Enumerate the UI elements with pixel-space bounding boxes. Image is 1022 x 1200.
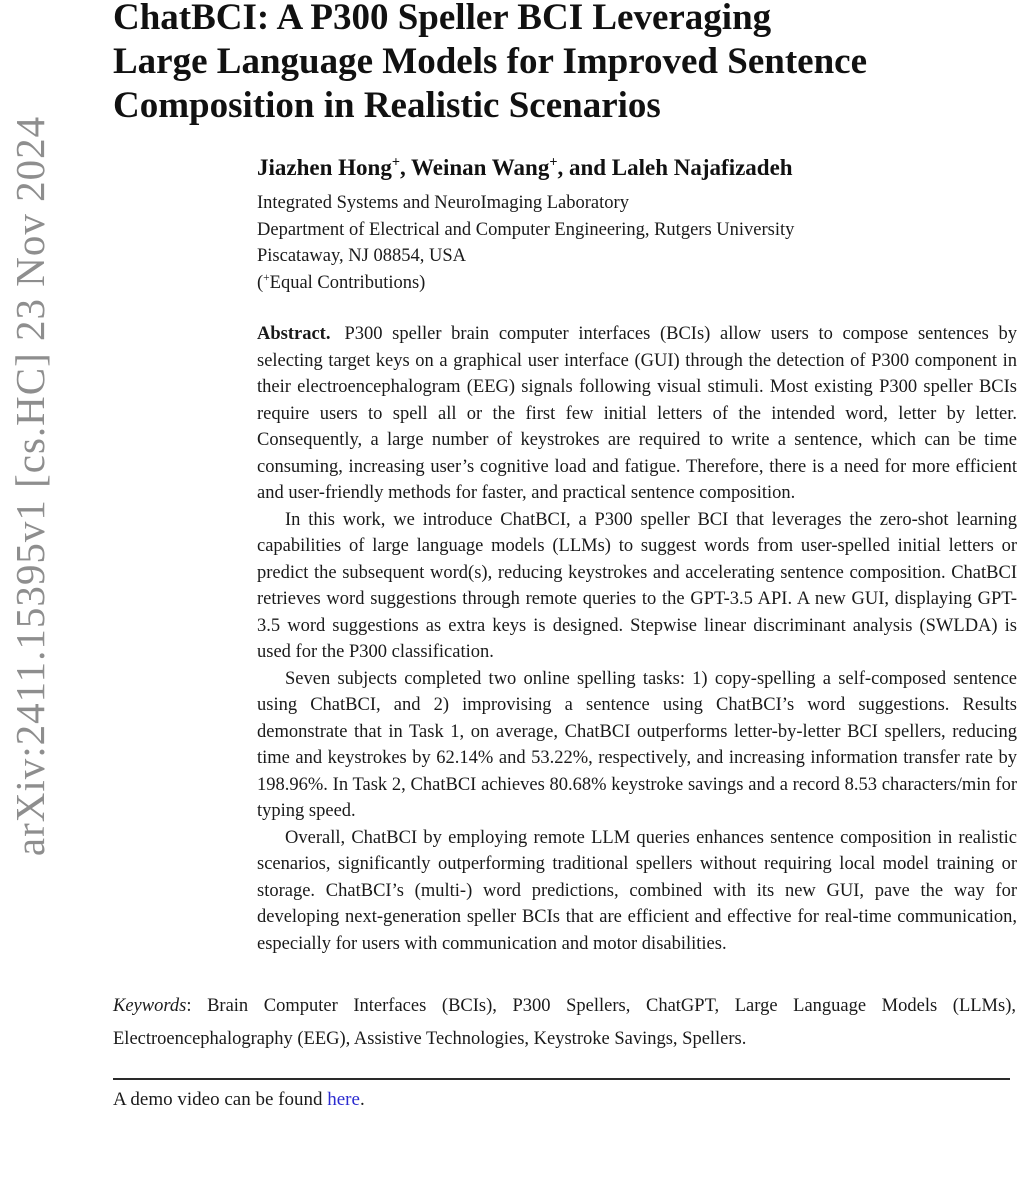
paper-title-line-3: Composition in Realistic Scenarios: [113, 85, 661, 126]
abstract-paragraph-2: In this work, we introduce ChatBCI, a P300 speller BCI that leverages the zero-shot learning capabilities of large language models (LLMs) to suggest words from user-spelled initial letters or predict the subsequent word(s), reducing keystrokes and accelerating sentence composition. ChatBCI retrieves word suggestions through remote queries to the GPT-3.5 API. A new GUI, displaying GPT-3.5 word suggestions as extra keys is designed. Stepwise linear discriminant analysis (SWLDA) is used for the P300 classification.: [257, 509, 1017, 662]
byline-block: [257, 155, 1016, 296]
keywords-text: : Brain Computer Interfaces (BCIs), P300 Spellers, ChatGPT, Large Language Models (LLMs), Electroencephalography (EEG), Assistive Technologies, Keystroke Savings, Spellers.: [113, 996, 1016, 1049]
affiliation-line-2: Department of Electrical and Computer Engineering, Rutgers University: [257, 219, 795, 240]
abstract-section: [257, 321, 1017, 957]
demo-video-note-period: .: [359, 1089, 365, 1110]
keywords-label: Keywords: [113, 996, 187, 1016]
authors-line: [257, 155, 1016, 181]
keywords-section: [113, 990, 1016, 1055]
affiliation-line-1: Integrated Systems and NeuroImaging Laboratory: [257, 193, 629, 213]
contrib-text: Equal Contributions): [269, 272, 426, 293]
abstract-paragraph-4: Overall, ChatBCI by employing remote LLM queries enhances sentence composition in realistic scenarios, significantly outperforming traditional spellers without requiring local model training or storage. ChatBCI’s (multi-) word predictions, combined with its new GUI, pave the way for developing next-generation speller BCIs that are efficient and effective for real-time communication, especially for users with communication and motor disabilities.: [257, 827, 1017, 954]
author-name-2: Weinan Wang: [411, 155, 550, 180]
paper-title: [113, 0, 1016, 128]
demo-video-note: [113, 1089, 1016, 1111]
abstract-paragraph-3: Seven subjects completed two online spelling tasks: 1) copy-spelling a self-composed sentence using ChatBCI, and 2) improvising a sentence using ChatBCI’s word suggestions. Results demonstrate that in Task 1, on average, ChatBCI outperforms letter-by-letter BCI spellers, reducing time and keystrokes by 62.14% and 53.22%, respectively, and increasing information transfer rate by 198.96%. In Task 2, ChatBCI achieves 80.68% keystroke savings and a record 8.53 characters/min for typing speed.: [257, 668, 1017, 821]
author-separator-1: ,: [399, 155, 412, 180]
affiliation-line-3: Piscataway, NJ 08854, USA: [257, 246, 466, 266]
equal-contribution-marker-2: +: [549, 154, 558, 171]
author-name-3: Laleh Najafizadeh: [611, 155, 793, 180]
abstract-paragraph-1: [257, 321, 1017, 507]
author-name-1: Jiazhen Hong: [257, 155, 392, 180]
affiliation-block: [257, 190, 1016, 296]
arxiv-watermark: arXiv:2411.15395v1 [cs.HC] 23 Nov 2024: [7, 115, 53, 857]
abstract-heading-label: Abstract.: [257, 324, 331, 344]
equal-contributions-note: [257, 270, 1016, 297]
abstract-paragraph-1-text: P300 speller brain computer interfaces (BCIs) allow users to compose sentences by selecting target keys on a graphical user interface (GUI) through the detection of P300 component in their electroencephalogram (EEG) signals following visual stimuli. Most existing P300 speller BCIs require users to spell all or the first few initial letters of the intended word, letter by letter. Consequently, a large number of keystrokes are required to write a sentence, which can be time consuming, increasing user’s cognitive load and fatigue. Therefore, there is a need for more efficient and user-friendly methods for faster, and practical sentence composition.: [257, 324, 1017, 503]
contrib-open-paren: (: [257, 272, 264, 293]
author-separator-2: , and: [557, 155, 612, 180]
footnote-rule: [113, 1078, 1010, 1080]
equal-contribution-marker-1: +: [391, 154, 400, 171]
demo-video-note-text: A demo video can be found: [113, 1089, 328, 1110]
contrib-plus-marker: +: [263, 271, 270, 284]
paper-title-line-1: ChatBCI: A P300 Speller BCI Leveraging: [113, 0, 772, 38]
paper-title-line-2: Large Language Models for Improved Sentence: [113, 41, 868, 82]
demo-video-link[interactable]: here: [327, 1089, 360, 1110]
